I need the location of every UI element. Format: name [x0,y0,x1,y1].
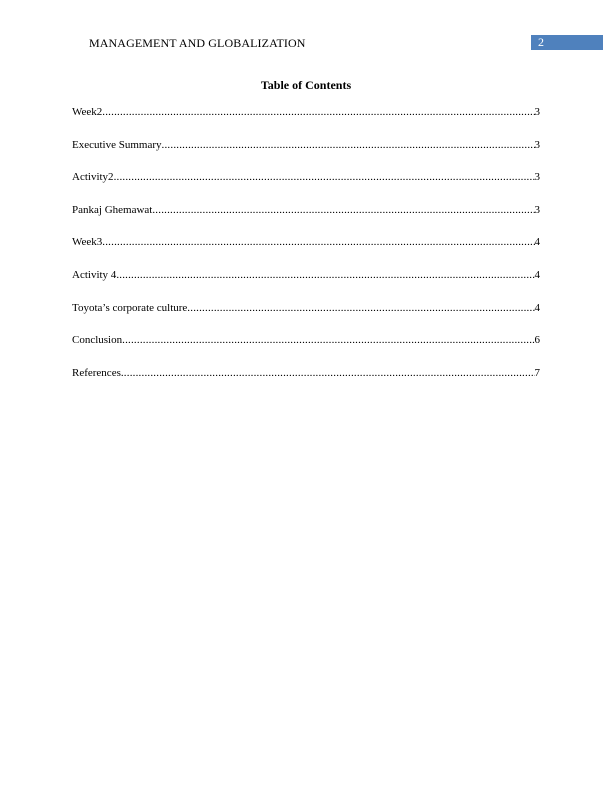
toc-entry-title: Week2 [72,106,103,118]
running-header-title: MANAGEMENT AND GLOBALIZATION [89,36,306,50]
toc-entry-page: 6 [534,334,540,347]
toc-entry-toyota-corporate-culture[interactable] [72,301,540,334]
toc-entry-title: Activity2 [72,171,114,184]
toc-entry-page: 3 [534,106,540,118]
toc-entry-title: Executive Summary [72,138,162,151]
page-number-badge [531,35,603,50]
toc-heading: Table of Contents [260,78,352,92]
toc-entry-title: Toyota’s corporate culture [72,301,188,314]
toc-entry-page: 4 [534,268,540,281]
toc-dot-leader [187,301,534,315]
page-number: 2 [538,35,544,49]
toc-entry-page: 4 [534,236,540,249]
toc-dot-leader [152,203,534,217]
toc-entry-title: References [72,366,121,379]
toc-entry-page: 3 [534,203,540,216]
toc-entry-page: 4 [534,301,540,314]
toc-entry-activity-4[interactable] [72,268,540,301]
toc-entry-week2[interactable] [72,105,540,138]
toc-dot-leader [121,366,535,380]
toc-entry-title: Week3 [72,236,103,249]
toc-entry-conclusion[interactable] [72,333,540,366]
table-of-contents [72,105,540,398]
toc-entry-title: Activity 4 [72,268,117,281]
toc-dot-leader [114,170,535,184]
toc-entry-references[interactable] [72,366,540,399]
toc-entry-executive-summary[interactable] [72,138,540,171]
toc-dot-leader [116,268,534,282]
toc-dot-leader [102,235,534,249]
toc-entry-page: 7 [534,366,540,379]
toc-entry-title: Pankaj Ghemawat [72,203,153,216]
toc-entry-week3[interactable] [72,235,540,268]
toc-entry-page: 3 [534,171,540,184]
toc-entry-activity2[interactable] [72,170,540,203]
toc-entry-pankaj-ghemawat[interactable] [72,203,540,236]
toc-entry-page: 3 [534,138,540,151]
toc-dot-leader [102,105,534,119]
toc-dot-leader [162,138,535,152]
toc-dot-leader [122,333,534,347]
toc-entry-title: Conclusion [72,334,123,347]
